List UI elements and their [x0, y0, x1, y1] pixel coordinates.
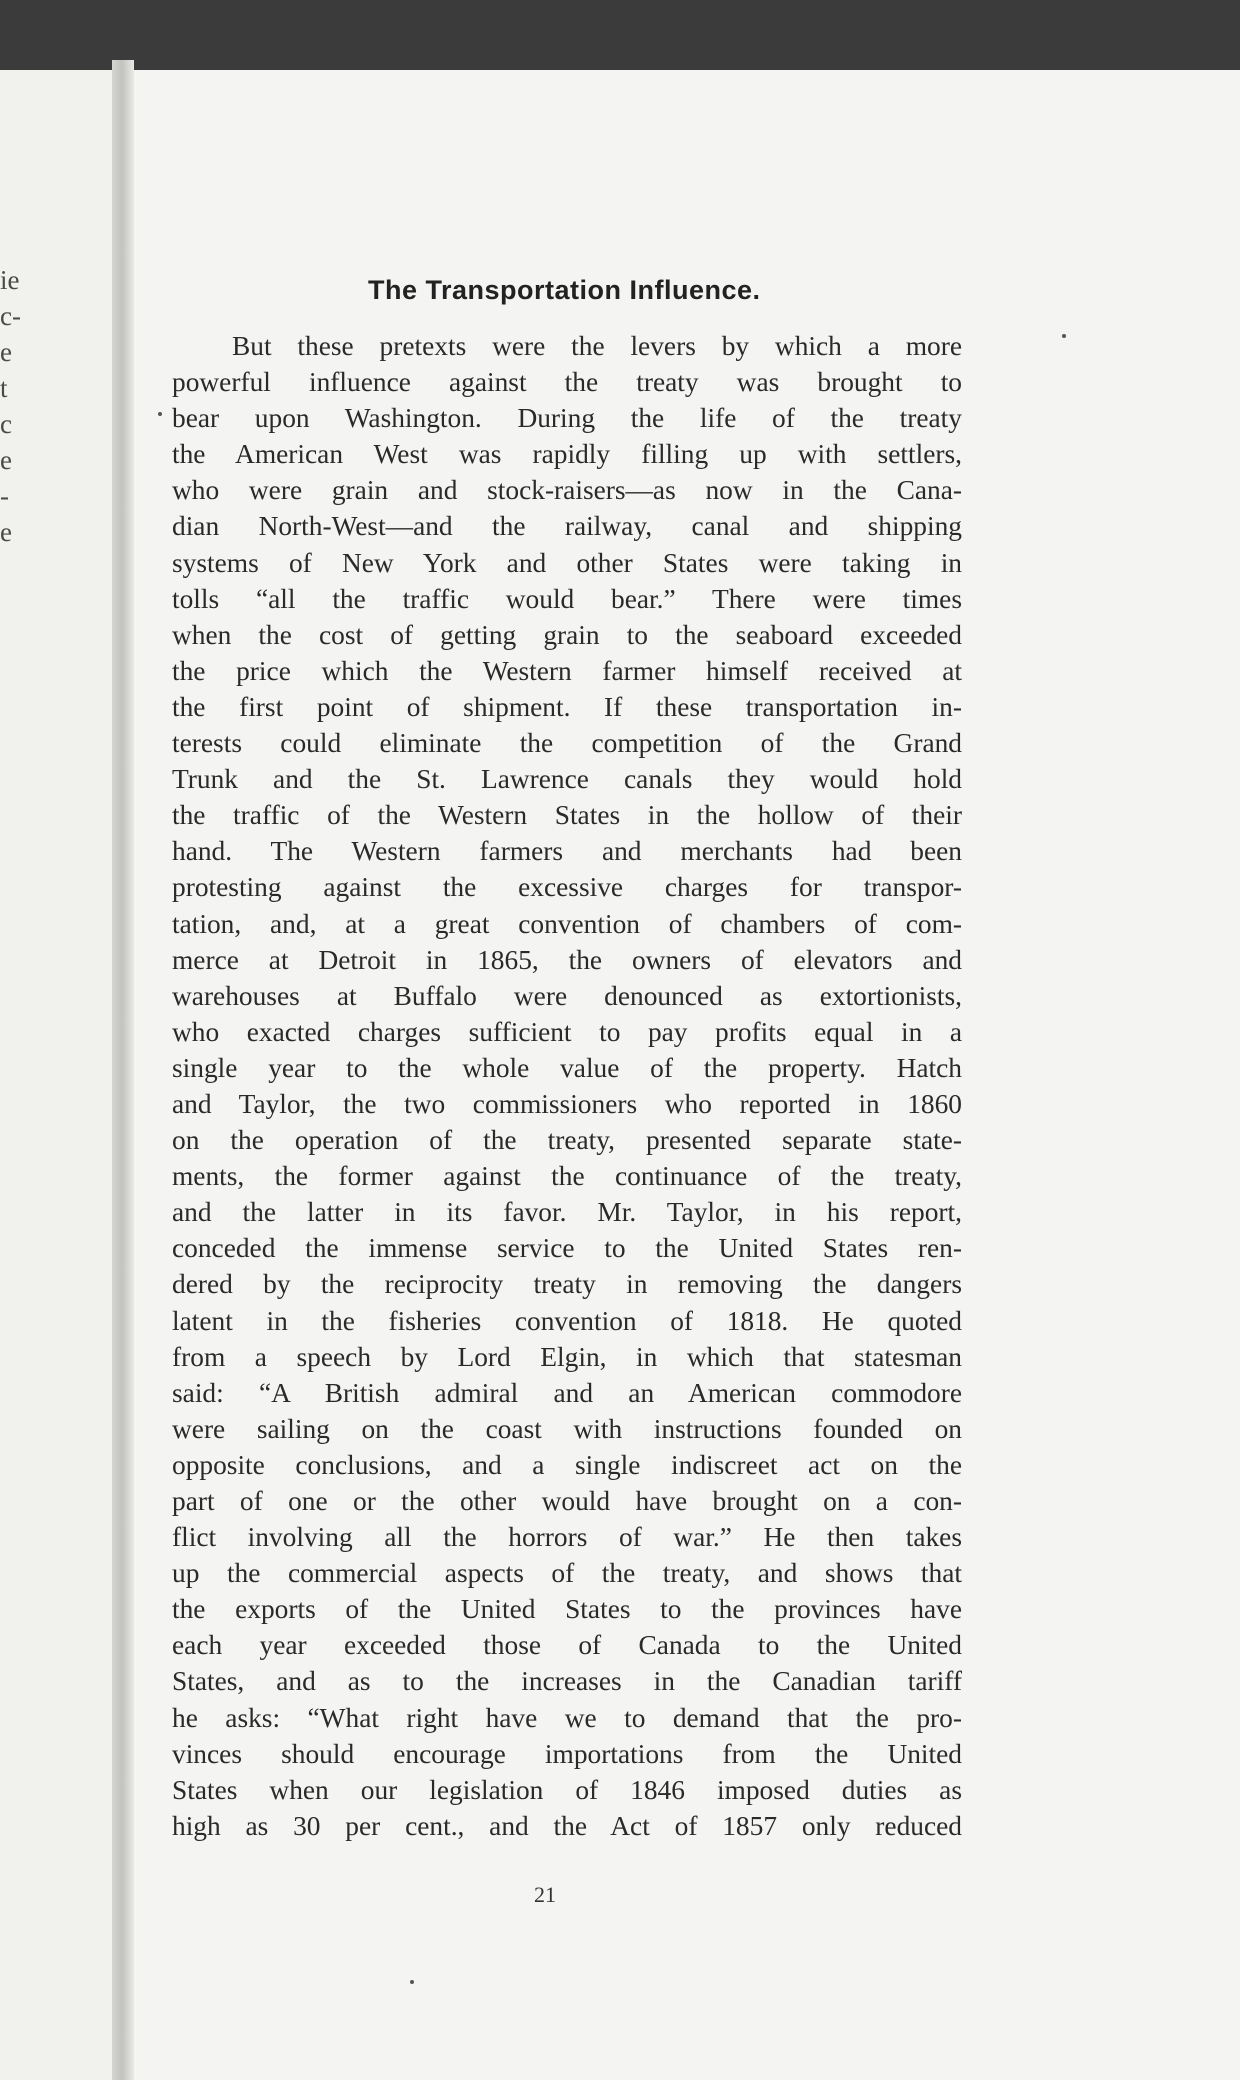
text-line: single year to the whole value of the property. Hatch — [172, 1052, 962, 1083]
text-line: the traffic of the Western States in the hollow of their — [172, 800, 962, 831]
text-line: the first point of shipment. If these transportation in- — [172, 691, 962, 722]
scan-speck — [1062, 334, 1066, 338]
body-text — [172, 328, 962, 1844]
text-line: and the latter in its favor. Mr. Taylor, in his report, — [172, 1197, 962, 1228]
text-line: when the cost of getting grain to the seaboard exceeded — [172, 619, 962, 650]
scan-speck — [158, 412, 162, 416]
page-title: The Transportation Influence. — [368, 275, 761, 305]
text-line: opposite conclusions, and a single indiscreet act on the — [172, 1449, 962, 1480]
margin-fragment: t — [0, 373, 8, 403]
text-line: latent in the fisheries convention of 1818. He quoted — [172, 1305, 962, 1336]
text-line: bear upon Washington. During the life of the treaty — [172, 403, 962, 434]
text-line: States, and as to the increases in the Canadian tariff — [172, 1666, 962, 1697]
margin-fragment: e — [0, 445, 12, 475]
margin-fragment: e — [0, 517, 12, 547]
scan-speck — [410, 1980, 414, 1984]
margin-fragment: ie — [0, 265, 20, 295]
text-line: part of one or the other would have brought on a con- — [172, 1486, 962, 1516]
text-line: States when our legislation of 1846 imposed duties as — [172, 1774, 962, 1805]
text-line: were sailing on the coast with instructions founded on — [172, 1413, 962, 1444]
book-gutter — [112, 60, 134, 2080]
text-line: Trunk and the St. Lawrence canals they would hold — [172, 764, 962, 795]
text-line: on the operation of the treaty, presented separate state- — [172, 1125, 962, 1156]
text-line: the price which the Western farmer himself received at — [172, 655, 962, 686]
text-line: But these pretexts were the levers by which a more — [232, 331, 962, 361]
text-line: ments, the former against the continuance of the treaty, — [172, 1161, 962, 1192]
text-line: high as 30 per cent., and the Act of 1857 only reduced — [172, 1810, 962, 1841]
text-line: powerful influence against the treaty was brought to — [172, 367, 962, 398]
text-line: flict involving all the horrors of war.” He then takes — [172, 1522, 962, 1553]
margin-fragment: - — [0, 481, 9, 511]
text-line: said: “A British admiral and an American commodore — [172, 1377, 962, 1408]
text-line: warehouses at Buffalo were denounced as extortionists, — [172, 980, 962, 1011]
text-line: tation, and, at a great convention of chambers of com- — [172, 908, 962, 939]
text-line: merce at Detroit in 1865, the owners of elevators and — [172, 944, 962, 975]
text-line: vinces should encourage importations from the United — [172, 1738, 962, 1769]
text-line: he asks: “What right have we to demand that the pro- — [172, 1702, 962, 1733]
text-line: the exports of the United States to the provinces have — [172, 1594, 962, 1625]
text-line: who exacted charges sufficient to pay profits equal in a — [172, 1016, 962, 1047]
text-line: protesting against the excessive charges for transpor- — [172, 872, 962, 903]
margin-fragment: c- — [0, 301, 21, 331]
page-number: 21 — [534, 1882, 556, 1907]
margin-fragment: c — [0, 409, 12, 439]
text-line: each year exceeded those of Canada to the United — [172, 1630, 962, 1661]
text-line: hand. The Western farmers and merchants had been — [172, 836, 962, 867]
text-line: dian North-West—and the railway, canal and shipping — [172, 511, 962, 542]
left-page-edge — [0, 70, 112, 2080]
text-line: terests could eliminate the competition of the Grand — [172, 728, 962, 759]
text-line: who were grain and stock-raisers—as now in the Cana- — [172, 475, 962, 506]
text-line: dered by the reciprocity treaty in removing the dangers — [172, 1269, 962, 1300]
text-line: from a speech by Lord Elgin, in which that statesman — [172, 1341, 962, 1372]
margin-fragment: e — [0, 337, 12, 367]
text-line: conceded the immense service to the United States ren- — [172, 1233, 962, 1264]
text-line: the American West was rapidly filling up with settlers, — [172, 439, 962, 470]
text-line: and Taylor, the two commissioners who reported in 1860 — [172, 1088, 962, 1119]
text-line: tolls “all the traffic would bear.” There were times — [172, 583, 962, 614]
text-line: systems of New York and other States were taking in — [172, 547, 962, 578]
text-line: up the commercial aspects of the treaty, and shows that — [172, 1558, 962, 1589]
